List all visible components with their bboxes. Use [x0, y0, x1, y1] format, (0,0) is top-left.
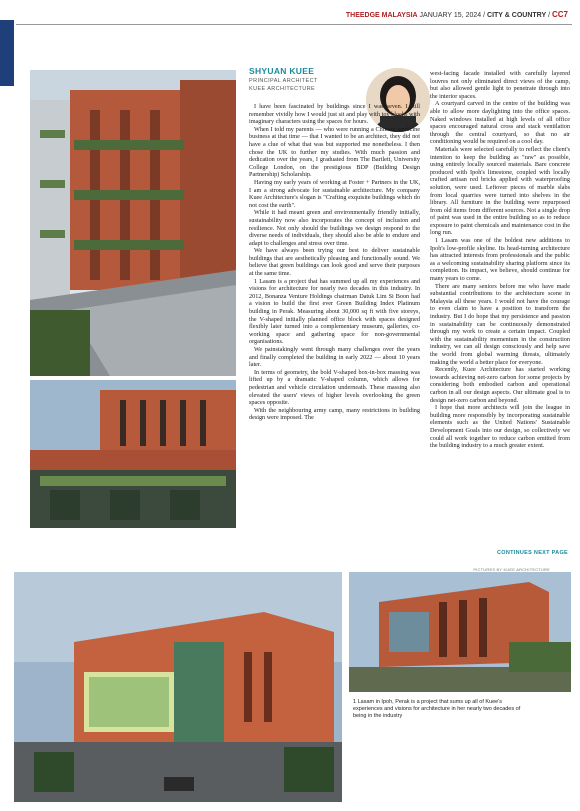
author-company: KUEE ARCHITECTURE — [249, 86, 316, 92]
paragraph: While it had meant green and environmentally friendly initially, sustainability now also incorporates the concept of inclusion and resilience. Not only should the buildings we design respond to the diverse needs of individuals, they should also be able to endure and adapt to challenges and stress over time. — [249, 209, 420, 247]
page-header: THEEDGE MALAYSIA JANUARY 15, 2024 / CITY & COUNTRY / CC7 — [345, 10, 568, 19]
continues-next-page: CONTINUES NEXT PAGE — [497, 550, 568, 556]
photo-credit: PICTURES BY KUEE ARCHITECTURE — [473, 567, 550, 572]
page-accent-bar — [0, 20, 14, 86]
paragraph: 1 Lasam was one of the boldest new additions to Ipoh's low-profile skyline. Its head-turning architecture has attracted interests from professionals and the public as a welcoming sustainability sharing platform since its completion. Its impact, we believe, should continue for many years to come. — [430, 237, 570, 283]
photo-building-side — [349, 572, 571, 692]
photo-building-facade — [30, 380, 236, 528]
issue-date: JANUARY 15, 2024 — [419, 12, 482, 19]
author-role: PRINCIPAL ARCHITECT — [249, 78, 318, 84]
paragraph: Having my early years of working at Foster + Partners in the UK, I am a strong advocate for sustainable architecture. My company Kuee Architecture's slogan is "Crafting exquisite buildings which do not cost the earth". — [249, 178, 420, 209]
paragraph: Recently, Kuee Architecture has started working towards achieving net-zero carbon for some projects by considering both embodied carbon and operational carbon in all our design aspects. Our ultimate goal is to design net-zero carbon and beyond. — [430, 366, 570, 404]
page-number: CC7 — [551, 10, 568, 19]
paragraph: Materials were selected carefully to reflect the client's intention to keep the building as "raw" as possible, using entirely locally sourced materials. Bare concrete produced with Ipoh's limestone, coupled with locally crafted artisan red bricks applied with waterproofing solution, were used. Leftover pieces of marble slabs from local quarries were turned into shelves in the library. All furniture in the building were repurposed from old items from different sources. Not a single drop of paint was used in the entire building so as to reduce exposure to paint chemicals and maintenance cost in the long run. — [430, 145, 570, 237]
paragraph: We have always been trying our best to deliver sustainable buildings that are aesthetically pleasing and functionally sound. We believe that green buildings can look good and serve their purposes at the same time. — [249, 247, 420, 278]
photo-caption: 1 Lasam in Ipoh, Perak is a project that sums up all of Kuee's experiences and visions for architecture in her nearly two decades of being in the industry — [353, 699, 521, 719]
paragraph: In terms of geometry, the bold V-shaped box-in-box massing was lifted up by a dramatic V-shaped column, which allows for pedestrian and vehicle circulation underneath. These massing also elevated the users' views of higher levels overlooking the green spaces opposite. — [249, 368, 420, 407]
paragraph: I hope that more architects will join the league in building more responsibly by incorporating sustainable elements such as the United Nations' Sustainable Development Goals into our design, so collectively we could all work together to reduce carbon emitted from the building industry to a much greater extent. — [430, 404, 570, 450]
header-divider — [16, 24, 572, 25]
paragraph: 1 Lasam is a project that has summed up all my experiences and visions for architecture for nearly two decades in this industry. In 2012, Bonanza Venture Holdings chairman Datuk Lim Si Boon had a vision to build the first ever Green Building Index Platinum building in Perak. Measuring about 30,000 sq ft with five storeys, the V-shaped initially planned office block with spaces designed flexibly later turned into a complementary museum, galleries, co-working space and gathering space for non-governmental organisations. — [249, 277, 420, 346]
masthead-brand: THEEDGE MALAYSIA — [345, 12, 418, 19]
article-column-1 — [249, 103, 420, 422]
paragraph: I have been fascinated by buildings since I was seven. I still remember vividly how I would just sit and play with toy blocks with imaginary characters using the spaces for hours. — [249, 103, 420, 126]
paragraph: There are many seniors before me who have made substantial contributions to the architecture scene in Malaysia all these years. I would not have the courage to even claim to have a position to transform the industry. But I do hope that my persistence and passion in sustainability can be continuously demonstrated through my work to create a certain impact. Coupled with the sustainability momentum in the construction industry, we can all design consciously and help save the world from global warming threats, ultimately making the world a better place for everyone. — [430, 282, 570, 366]
photo-building-dusk — [14, 572, 342, 802]
paragraph: With the neighbouring army camp, many restrictions in building design were imposed. The — [249, 406, 420, 422]
paragraph: We painstakingly went through many challenges over the years and finally completed the building in early 2022 — about 10 years later. — [249, 346, 420, 369]
author-name: SHYUAN KUEE — [249, 66, 315, 76]
paragraph: west-facing facade installed with carefully layered louvres not only eliminated direct views of the camp, but also allowed gentle light to penetrate through into the interior spaces. — [430, 70, 570, 100]
photo-building-courtyard — [30, 70, 236, 376]
article-column-2 — [430, 70, 570, 450]
paragraph: When I told my parents — who were running a Chinese medicine business at that time — that I wanted to be an architect, they did not have a clue of what that was but supported me nonetheless. I then chose the UK to further my studies. With much passion and dedication over the years, I graduated from The Bartlett, University College London, on the prestigious BDP (Building Design Partnership) Scholarship. — [249, 125, 420, 179]
paragraph: A courtyard carved in the centre of the building was able to allow more daylighting into the office spaces. Naked windows installed at high levels of all office spaces encouraged natural cross and stack ventilation through the central courtyard, so that no air conditioning would be required on a cool day. — [430, 100, 570, 146]
section-name: CITY & COUNTRY — [487, 12, 547, 19]
